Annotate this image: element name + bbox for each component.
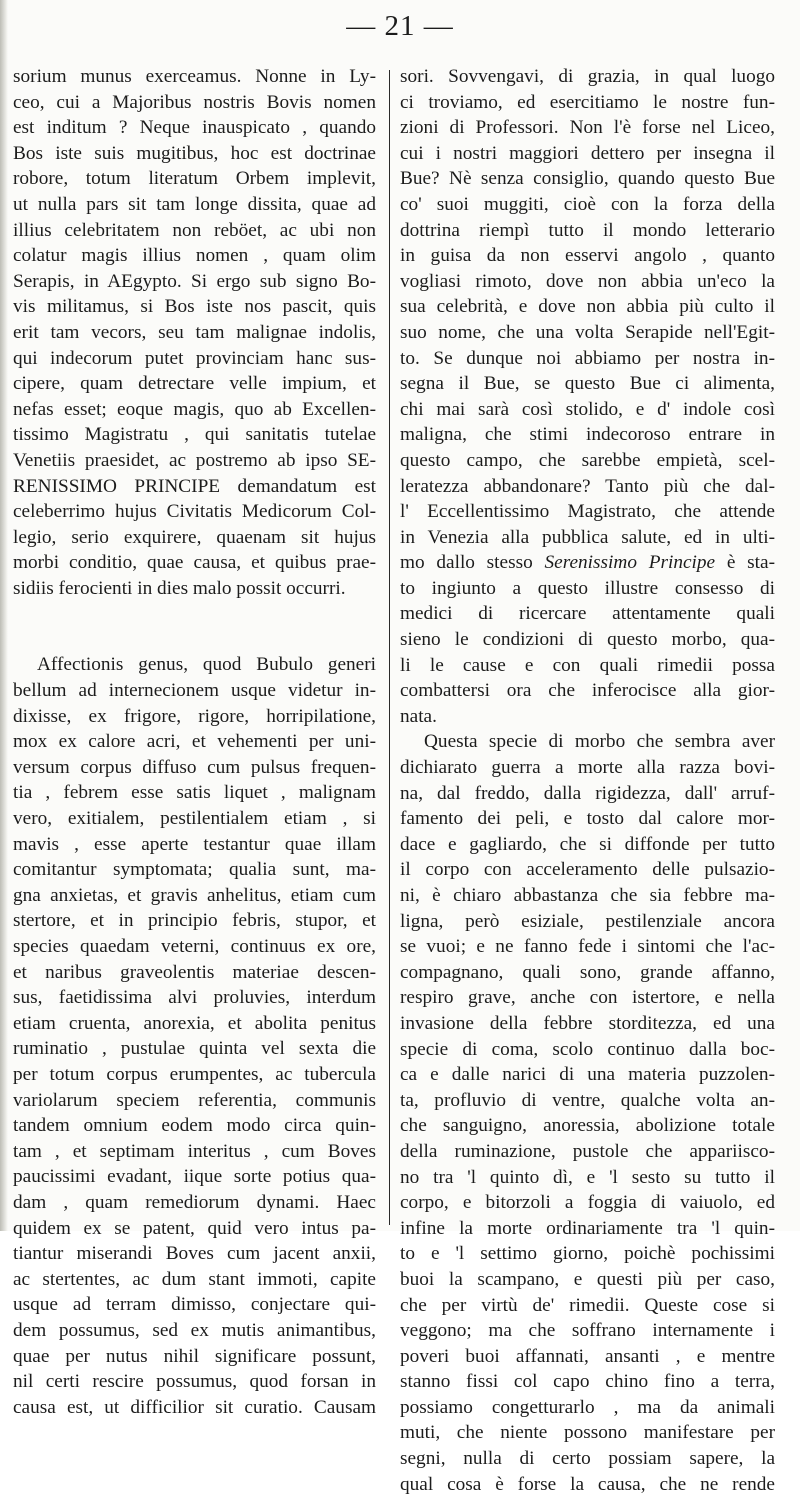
- text-line: chi mai sarà così stolido, e d' indole così: [400, 398, 775, 420]
- text-line: Affectionis genus, quod Bubulo generi: [37, 654, 376, 676]
- text-line: possiamo congetturarlo , ma da animali: [400, 1396, 775, 1418]
- text-line: usque ad terram dimisso, conjectare qui-: [13, 1294, 376, 1316]
- text-line: et naribus graveolentis materiae descen-: [13, 961, 376, 983]
- text-line: no tra 'l quinto dì, e 'l sesto su tutto il: [400, 1166, 775, 1188]
- text-line: Serapis, in AEgypto. Si ergo sub signo Bo-: [13, 270, 376, 292]
- text-line: per totum corpus erumpentes, ac tubercula: [13, 1063, 376, 1085]
- text-line: qui indecorum putet provinciam hanc sus-: [13, 347, 376, 369]
- text-line: leratezza abbandonare? Tanto più che dal-: [400, 475, 775, 497]
- text-line: Venetiis praesidet, ac postremo ab ipso SE-: [13, 449, 376, 471]
- text-run: mo dallo stesso: [400, 552, 545, 574]
- text-line: se vuoi; e ne fanno fede i sintomi che l'ac-: [400, 936, 775, 958]
- text-line: ligna, però esiziale, pestilenziale ancora: [400, 910, 775, 932]
- text-line: morbi conditio, quae causa, et quibus prae-: [13, 552, 376, 574]
- text-line: sus, faetidissima alvi proluvies, interdum: [13, 987, 376, 1009]
- text-line: [400, 550, 775, 576]
- text-line: etiam cruenta, anorexia, et abolita penitus: [13, 1012, 376, 1034]
- text-line: dichiarato guerra a morte alla razza bovi-: [400, 757, 775, 779]
- text-line: dottrina riempì tutto il mondo letterario: [400, 219, 775, 241]
- text-line: l' Eccellentissimo Magistrato, che attende: [400, 501, 775, 523]
- text-line: questo campo, che sarebbe empietà, scel-: [400, 449, 775, 471]
- text-line: ta, profluvio di ventre, qualche volta an-: [400, 1089, 775, 1111]
- text-line: compagnano, quali sono, grande affanno,: [400, 961, 775, 983]
- text-line: tandem omnium eodem modo circa quin-: [13, 1115, 376, 1137]
- text-line: colatur magis illius nomen , quam olim: [13, 245, 376, 267]
- text-line: vero, exitialem, pestilentialem etiam , si: [13, 808, 376, 830]
- text-line: causa est, ut difficilior sit curatio. Causam: [13, 1396, 376, 1418]
- text-line: stertore, et in principio febris, stupor, et: [13, 910, 376, 932]
- text-line: comitantur symptomata; qualia sunt, ma-: [13, 859, 376, 881]
- text-line: il corpo con acceleramento delle pulsazio-: [400, 859, 775, 881]
- text-line: suo nome, che una volta Serapide nell'Egit-: [400, 321, 775, 343]
- text-line: famento dei peli, e tosto dal calore mor-: [400, 808, 775, 830]
- text-line: quae per nutus nihil significare possunt,: [13, 1345, 376, 1367]
- text-line: sori. Sovvengavi, di grazia, in qual luogo: [400, 66, 775, 87]
- text-line: tia , febrem esse satis liquet , malignam: [13, 782, 376, 804]
- italian-paragraph-2: [400, 729, 775, 1497]
- text-run: è sta-: [715, 552, 775, 574]
- text-line: li le cause e con quali rimedii possa: [400, 654, 775, 676]
- text-line: sieno le condizioni di questo morbo, qua-: [400, 629, 775, 651]
- text-line: co' suoi muggiti, cioè con la forza della: [400, 193, 775, 215]
- text-line: vis militamus, si Bos iste nos pascit, quis: [13, 296, 376, 318]
- text-line: versum corpus diffuso cum pulsus frequen-: [13, 756, 376, 778]
- text-line: dem possumus, sed ex mutis animantibus,: [13, 1319, 376, 1341]
- text-line: ac stertentes, ac dum stant immoti, capite: [13, 1268, 376, 1290]
- text-line: Bue? Nè senza consiglio, quando questo Bue: [400, 168, 775, 190]
- text-line: to. Se dunque noi abbiamo per nostra in-: [400, 347, 775, 369]
- text-line: species quaedam veterni, continuus ex ore,: [13, 936, 376, 957]
- latin-paragraph-1: [13, 64, 376, 601]
- text-line: specie di coma, scolo continuo dalla boc-: [400, 1038, 775, 1060]
- text-line: quidem ex se patent, quid vero intus pa-: [13, 1217, 376, 1239]
- latin-paragraph-2: [13, 652, 376, 1420]
- text-line: medici di ricercare attentamente quali: [400, 603, 775, 625]
- text-line: dixisse, ex frigore, rigore, horripilatione,: [13, 705, 376, 727]
- text-line: bellum ad internecionem usque videtur in-: [13, 680, 376, 702]
- text-line: Questa specie di morbo che sembra aver: [424, 731, 775, 753]
- text-line: vogliasi rimoto, dove non abbia un'eco la: [400, 270, 775, 292]
- text-line: ceo, cui a Majoribus nostris Bovis nomen: [13, 91, 376, 113]
- text-line: segni, nulla di certo possiam sapere, la: [400, 1448, 775, 1470]
- text-line: infine la morte ordinariamente tra 'l quin-: [400, 1217, 775, 1239]
- text-line: cui i nostri maggiori dettero per insegna il: [400, 142, 775, 164]
- text-line: robore, totum literatum Orbem implevit,: [13, 168, 376, 190]
- text-line: tiantur miserandi Boves cum jacent anxii,: [13, 1243, 376, 1265]
- text-line: ci troviamo, ed esercitiamo le nostre fun-: [400, 91, 775, 113]
- text-line: erit tam vecors, seu tam malignae indolis,: [13, 321, 376, 343]
- text-line: ca e dalle narici di una materia puzzolen-: [400, 1064, 775, 1086]
- text-line: tissimo Magistratu , qui sanitatis tutelae: [13, 424, 376, 446]
- text-line: to e 'l settimo giorno, poichè pochissimi: [400, 1243, 775, 1265]
- text-line: poveri buoi affannati, ansanti , e mentre: [400, 1345, 775, 1367]
- text-line: Bos iste suis mugitibus, hoc est doctrinae: [13, 142, 376, 164]
- text-line: sua celebrità, e dove non abbia più culto il: [400, 296, 775, 318]
- text-line: RENISSIMO PRINCIPE demandatum est: [13, 475, 376, 497]
- text-line: na, dal freddo, dalla rigidezza, dall' arruf-: [400, 782, 775, 804]
- page-number: — 21 —: [346, 10, 454, 42]
- text-line: ni, è chiaro abbastanza che sia febbre ma-: [400, 885, 775, 906]
- text-line: dam , quam remediorum dynami. Haec: [13, 1191, 376, 1213]
- paragraph-gap: [13, 601, 376, 652]
- text-line: che sanguigno, anoressia, abolizione totale: [400, 1115, 775, 1137]
- text-line: maligna, che stimi indecoroso entrare in: [400, 424, 775, 446]
- text-line: mavis , esse aperte testantur quae illam: [13, 833, 376, 855]
- text-line: ruminatio , pustulae quinta vel sexta die: [13, 1038, 376, 1060]
- emphasized-title: Serenissimo Principe: [544, 552, 716, 574]
- text-line: qual cosa è forse la causa, che ne rende: [400, 1473, 775, 1495]
- text-line: in Venezia alla pubblica salute, ed in ulti-: [400, 526, 775, 548]
- text-line: sidiis ferocienti in dies malo possit occurri.: [13, 577, 346, 599]
- text-line: variolarum speciem referentia, communis: [13, 1089, 376, 1111]
- text-line: tam , et septimam interitus , cum Boves: [13, 1140, 376, 1162]
- text-line: combattersi ora che inferocisce alla gior-: [400, 680, 775, 702]
- column-divider: [389, 70, 390, 1225]
- text-line: muti, che niente possono manifestare per: [400, 1422, 775, 1444]
- text-line: paucissimi evadant, iique sorte potius qua-: [13, 1166, 376, 1188]
- italian-column: [400, 64, 775, 1497]
- text-line: stanno fissi col capo chino fino a terra,: [400, 1371, 775, 1393]
- text-line: corpo, e bitorzoli a foggia di vaiuolo, ed: [400, 1192, 775, 1214]
- text-line: della ruminazione, pustole che appariisco-: [400, 1140, 775, 1162]
- text-line: nefas esset; eoque magis, quo ab Excellen-: [13, 398, 376, 420]
- text-line: est inditum ? Neque inauspicato , quando: [13, 117, 376, 139]
- text-line: nata.: [400, 705, 437, 727]
- text-line: veggono; ma che soffrano internamente i: [400, 1320, 775, 1342]
- text-line: celeberrimo hujus Civitatis Medicorum Col-: [13, 501, 376, 523]
- text-line: illius celebritatem non reböet, ac ubi non: [13, 219, 376, 241]
- text-line: zioni di Professori. Non l'è forse nel Liceo,: [400, 117, 775, 139]
- text-line: sorium munus exerceamus. Nonne in Ly-: [13, 66, 376, 87]
- text-line: respiro grave, anche con istertore, e nella: [400, 987, 775, 1009]
- text-line: cipere, quam detrectare velle impium, et: [13, 373, 376, 395]
- italian-paragraph-1: [400, 64, 775, 729]
- text-line: in guisa da non esservi angolo , quanto: [400, 245, 775, 267]
- text-line: dace e gagliardo, che si diffonde per tutto: [400, 833, 775, 855]
- text-line: to ingiunto a questo illustre consesso di: [400, 577, 775, 599]
- text-line: nil certi rescire possumus, quod forsan in: [13, 1371, 376, 1393]
- text-line: invasione della febbre storditezza, ed una: [400, 1012, 775, 1034]
- text-line: segna il Bue, se questo Bue ci alimenta,: [400, 373, 775, 395]
- latin-column: [13, 64, 376, 1420]
- text-line: buoi la scampano, e questi più per caso,: [400, 1268, 775, 1290]
- text-line: che per virtù de' rimedii. Queste cose si: [400, 1294, 775, 1316]
- text-line: legio, serio exquirere, quaenam sit hujus: [13, 526, 376, 548]
- text-line: mox ex calore acri, et vehementi per uni-: [13, 731, 376, 753]
- text-line: ut nulla pars sit tam longe dissita, quae ad: [13, 193, 376, 215]
- text-line: gna anxietas, et gravis anhelitus, etiam cum: [13, 884, 376, 906]
- page-binding-shadow: [0, 0, 8, 1231]
